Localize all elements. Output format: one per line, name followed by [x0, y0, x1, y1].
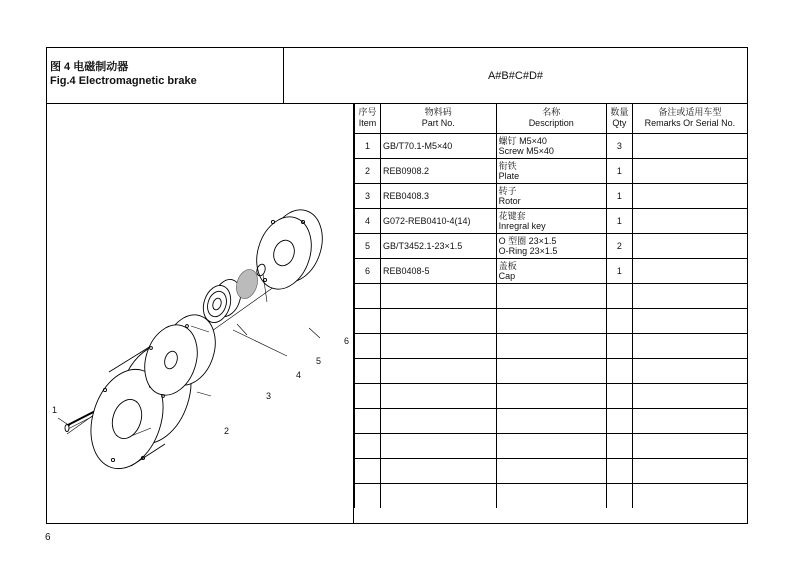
parts-table	[354, 104, 747, 508]
cell-part-no: REB0408.3	[380, 183, 496, 208]
cell-remarks	[632, 258, 747, 283]
callout-5: 5	[316, 356, 322, 366]
empty-row	[355, 383, 748, 408]
callout-2: 2	[224, 426, 230, 436]
col-header-qty: 数量 Qty	[606, 104, 632, 133]
page-frame	[46, 47, 748, 524]
col-header-remarks: 备注或适用车型 Remarks Or Serial No.	[632, 104, 747, 133]
cell-item: 2	[355, 158, 381, 183]
cell-remarks	[632, 133, 747, 158]
cell-remarks	[632, 233, 747, 258]
table-row	[355, 158, 748, 183]
page-number: 6	[45, 532, 51, 543]
exploded-drawing	[47, 104, 354, 524]
table-row	[355, 133, 748, 158]
cell-remarks	[632, 208, 747, 233]
cell-item: 4	[355, 208, 381, 233]
table-row	[355, 208, 748, 233]
cell-qty: 1	[606, 258, 632, 283]
col-header-item: 序号 Item	[355, 104, 381, 133]
cell-description: 转子 Rotor	[496, 183, 606, 208]
cell-part-no: REB0408-5	[380, 258, 496, 283]
empty-row	[355, 458, 748, 483]
cell-description: 盖板 Cap	[496, 258, 606, 283]
cell-item: 1	[355, 133, 381, 158]
cell-description: 花键套 Inregral key	[496, 208, 606, 233]
cell-part-no: G072-REB0410-4(14)	[380, 208, 496, 233]
empty-row	[355, 433, 748, 458]
cell-qty: 1	[606, 208, 632, 233]
empty-row	[355, 283, 748, 308]
table-row	[355, 233, 748, 258]
empty-row	[355, 333, 748, 358]
col-header-part-no: 物料码 Part No.	[380, 104, 496, 133]
cell-remarks	[632, 183, 747, 208]
cell-part-no: GB/T70.1-M5×40	[380, 133, 496, 158]
cell-description: 螺钉 M5×40 Screw M5×40	[496, 133, 606, 158]
table-row	[355, 258, 748, 283]
callout-6: 6	[344, 336, 350, 346]
callout-3: 3	[266, 391, 272, 401]
cell-qty: 1	[606, 183, 632, 208]
empty-row	[355, 483, 748, 508]
cell-part-no: GB/T3452.1-23×1.5	[380, 233, 496, 258]
figure-title-en: Fig.4 Electromagnetic brake	[50, 75, 197, 87]
table-row	[355, 183, 748, 208]
part-cap	[248, 203, 331, 296]
empty-row	[355, 308, 748, 333]
cell-item: 3	[355, 183, 381, 208]
cell-description: 衔铁 Plate	[496, 158, 606, 183]
cell-remarks	[632, 158, 747, 183]
figure-title-zh: 图 4 电磁制动器	[50, 61, 129, 73]
col-header-description: 名称 Description	[496, 104, 606, 133]
model-code: A#B#C#D#	[487, 69, 544, 82]
cell-part-no: REB0908.2	[380, 158, 496, 183]
empty-row	[355, 358, 748, 383]
callout-1: 1	[52, 405, 58, 415]
brake-exploded-view	[47, 104, 353, 524]
callout-4: 4	[296, 370, 302, 380]
cell-qty: 1	[606, 158, 632, 183]
cell-item: 5	[355, 233, 381, 258]
cell-item: 6	[355, 258, 381, 283]
empty-row	[355, 408, 748, 433]
cell-description: O 型圈 23×1.5 O-Ring 23×1.5	[496, 233, 606, 258]
cell-qty: 3	[606, 133, 632, 158]
cell-qty: 2	[606, 233, 632, 258]
model-block	[284, 48, 747, 104]
figure-title-block	[47, 48, 284, 104]
table-header-row	[355, 104, 748, 133]
